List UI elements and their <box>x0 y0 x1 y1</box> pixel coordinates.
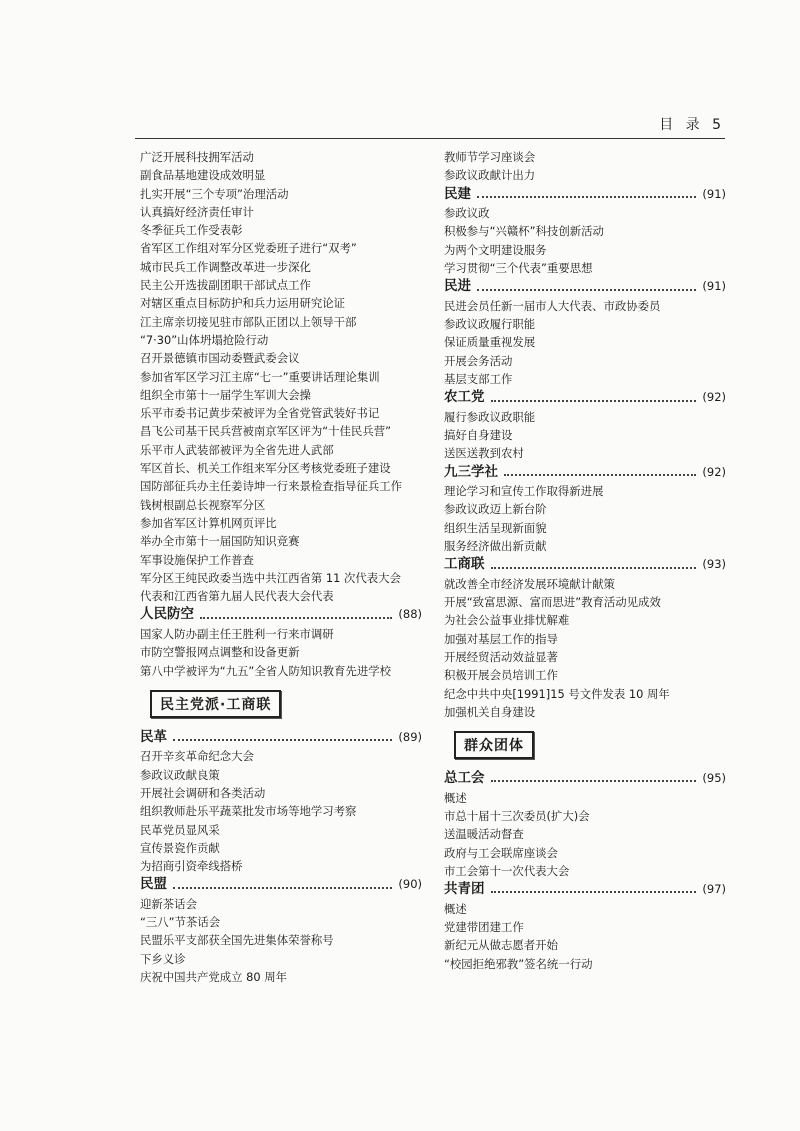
toc-entry[interactable]: 参政议政履行职能 <box>444 317 536 332</box>
toc-entry[interactable]: 纪念中共中央[1991]15 号文件发表 10 周年 <box>444 686 670 701</box>
toc-entry[interactable]: 下乡义诊 <box>140 951 186 966</box>
category-box-title: 群众团体 <box>454 731 534 759</box>
toc-section-heading[interactable] <box>140 875 422 895</box>
toc-entry[interactable]: 乐平市人武装部被评为全省先进人武部 <box>140 442 334 457</box>
toc-entry[interactable]: 市防空警报网点调整和设备更新 <box>140 645 300 660</box>
section-page-number: (97) <box>702 882 726 897</box>
toc-entry[interactable]: 开展“致富思源、富而思进”教育活动见成效 <box>444 595 661 610</box>
toc-entry[interactable]: 代表和江西省第九届人民代表大会代表 <box>140 589 334 604</box>
toc-entry[interactable]: 宣传景瓷作贡献 <box>140 840 220 855</box>
toc-entry[interactable]: 保证质量重视发展 <box>444 335 536 350</box>
toc-section-heading[interactable] <box>444 769 726 789</box>
toc-entry[interactable]: 军区首长、机关工作组来军分区考核党委班子建设 <box>140 461 391 476</box>
section-title: 人民防空 <box>140 606 194 623</box>
dot-leader <box>491 779 697 782</box>
section-page-number: (92) <box>702 464 726 479</box>
toc-entry[interactable]: 参加省军区计算机网页评比 <box>140 515 277 530</box>
dot-leader <box>491 399 697 402</box>
toc-entry[interactable]: 积极参与“兴赣杯”科技创新活动 <box>444 224 604 239</box>
dot-leader <box>200 616 392 619</box>
toc-entry[interactable]: 概述 <box>444 790 467 805</box>
toc-entry[interactable]: “校园拒绝邪教”签名统一行动 <box>444 956 593 971</box>
toc-entry[interactable]: 党建带团建工作 <box>444 920 524 934</box>
section-title: 民革 <box>140 728 167 745</box>
dot-leader <box>477 288 696 291</box>
section-title: 九三学社 <box>444 463 498 480</box>
toc-entry[interactable]: 冬季征兵工作受表彰 <box>140 223 243 238</box>
toc-entry[interactable]: 送温暖活动督查 <box>444 827 524 842</box>
toc-entry[interactable]: 参政议政献良策 <box>140 767 220 782</box>
toc-section-heading[interactable] <box>444 880 726 900</box>
toc-entry[interactable]: 国防部征兵办主任姜诗坤一行来景检查指导征兵工作 <box>140 479 402 494</box>
toc-entry[interactable]: 参政议政献计出力 <box>444 168 536 183</box>
toc-entry[interactable]: 为两个文明建设服务 <box>444 242 547 257</box>
dot-leader <box>504 473 696 476</box>
toc-entry[interactable]: 积极开展会员培训工作 <box>444 668 558 683</box>
toc-entry[interactable]: 为招商引资牵线搭桥 <box>140 859 243 874</box>
toc-entry[interactable]: 召开景德镇市国动委暨武委会议 <box>140 351 300 366</box>
toc-entry[interactable]: 民主公开选拔副团职干部试点工作 <box>140 278 311 293</box>
toc-right-column <box>444 148 726 973</box>
toc-entry[interactable]: 市总十届十三次委员(扩大)会 <box>444 809 590 824</box>
section-page-number: (89) <box>398 729 422 744</box>
section-page-number: (95) <box>702 771 726 786</box>
category-box-wrapper <box>444 721 726 769</box>
toc-entry[interactable]: 加强对基层工作的指导 <box>444 631 558 646</box>
toc-entry[interactable]: 组织全市第十一届学生军训大会操 <box>140 387 311 402</box>
toc-entry[interactable]: 召开辛亥革命纪念大会 <box>140 749 254 764</box>
toc-entry[interactable]: 国家人防办副主任王胜利一行来市调研 <box>140 626 334 641</box>
section-title: 共青团 <box>444 881 485 898</box>
toc-entry[interactable]: 军事设施保护工作普查 <box>140 552 254 567</box>
toc-entry[interactable]: 加强机关自身建设 <box>444 704 536 719</box>
section-page-number: (90) <box>398 877 422 892</box>
toc-entry[interactable]: 送医送教到农村 <box>444 446 524 461</box>
toc-entry[interactable]: 举办全市第十一届国防知识竞赛 <box>140 534 300 549</box>
dot-leader <box>491 566 697 569</box>
toc-section-heading[interactable] <box>140 728 422 748</box>
toc-entry[interactable]: 就改善全市经济发展环境献计献策 <box>444 576 615 591</box>
toc-entry[interactable]: 市工会第十一次代表大会 <box>444 863 570 878</box>
toc-entry[interactable]: 对辖区重点目标防护和兵力运用研究论证 <box>140 296 346 311</box>
toc-entry[interactable]: 组织生活呈现新面貌 <box>444 520 547 535</box>
category-box-wrapper <box>140 680 422 728</box>
toc-entry[interactable]: 副食品基地建设成效明显 <box>140 168 266 183</box>
toc-entry[interactable]: 服务经济做出新贡献 <box>444 539 547 554</box>
toc-section-heading[interactable] <box>444 555 726 575</box>
toc-section-heading[interactable] <box>444 185 726 205</box>
section-title: 民盟 <box>140 876 167 893</box>
section-page-number: (88) <box>398 607 422 622</box>
category-box-title: 民主党派·工商联 <box>150 690 281 718</box>
toc-entry[interactable]: 庆祝中国共产党成立 80 周年 <box>140 970 288 985</box>
toc-entry[interactable]: 乐平市委书记黄步荣被评为全省党管武装好书记 <box>140 406 380 421</box>
toc-entry[interactable]: “三八”节茶话会 <box>140 915 221 930</box>
toc-entry[interactable]: 开展社会调研和各类活动 <box>140 785 266 800</box>
toc-left-column <box>140 148 422 986</box>
toc-entry[interactable]: 参加省军区学习江主席“七一”重要讲话理论集训 <box>140 369 380 384</box>
toc-entry[interactable]: 民进会员任新一届市人大代表、市政协委员 <box>444 298 661 313</box>
toc-entry[interactable]: 教师节学习座谈会 <box>444 150 536 164</box>
toc-entry[interactable]: 省军区工作组对军分区党委班子进行“双考” <box>140 241 357 256</box>
toc-section-heading[interactable] <box>444 388 726 408</box>
toc-entry[interactable]: 迎新茶话会 <box>140 896 197 911</box>
toc-entry[interactable]: 城市民兵工作调整改革进一步深化 <box>140 259 311 274</box>
toc-entry[interactable]: 为社会公益事业排忧解难 <box>444 613 570 628</box>
toc-entry[interactable]: 军分区王纯民政委当选中共江西省第 11 次代表大会 <box>140 570 401 585</box>
section-title: 民建 <box>444 185 471 202</box>
toc-entry[interactable]: 搞好自身建设 <box>444 428 513 443</box>
toc-entry[interactable]: 组织教师赴乐平蔬菜批发市场等地学习考察 <box>140 804 357 819</box>
toc-section-heading[interactable] <box>140 605 422 625</box>
toc-entry[interactable]: 政府与工会联席座谈会 <box>444 845 558 860</box>
toc-entry[interactable]: 认真搞好经济责任审计 <box>140 204 254 219</box>
section-page-number: (92) <box>702 390 726 405</box>
dot-leader <box>173 738 392 741</box>
toc-entry[interactable]: 民革党员显风采 <box>140 822 220 837</box>
toc-entry[interactable]: 昌飞公司基干民兵营被南京军区评为“十佳民兵营” <box>140 424 392 439</box>
toc-entry[interactable]: 扎实开展“三个专项”治理活动 <box>140 186 289 201</box>
toc-entry[interactable]: 参政议政 <box>444 206 490 221</box>
toc-entry[interactable]: 广泛开展科技拥军活动 <box>140 150 254 164</box>
toc-entry[interactable]: 开展会务活动 <box>444 353 513 368</box>
toc-entry[interactable]: 理论学习和宣传工作取得新进展 <box>444 484 604 499</box>
dot-leader <box>173 886 392 889</box>
toc-entry[interactable]: “7·30”山体坍塌抢险行动 <box>140 332 269 347</box>
toc-entry[interactable]: 钱树根副总长视察军分区 <box>140 497 266 512</box>
page-header <box>135 112 725 139</box>
toc-section-heading[interactable] <box>444 463 726 483</box>
toc-entry[interactable]: 基层支部工作 <box>444 371 513 386</box>
toc-entry[interactable]: 参政议政迈上新台阶 <box>444 502 547 517</box>
toc-section-heading[interactable] <box>444 277 726 297</box>
toc-entry[interactable]: 概述 <box>444 901 467 916</box>
section-title: 总工会 <box>444 770 485 787</box>
section-title: 民进 <box>444 278 471 295</box>
toc-entry[interactable]: 学习贯彻“三个代表”重要思想 <box>444 260 593 275</box>
toc-entry[interactable]: 新纪元从做志愿者开始 <box>444 938 558 953</box>
toc-entry[interactable]: 第八中学被评为“九五”全省人防知识教育先进学校 <box>140 663 392 678</box>
toc-entry[interactable]: 江主席亲切接见驻市部队正团以上领导干部 <box>140 314 357 329</box>
section-title: 工商联 <box>444 556 485 573</box>
page-header-title: 目 录 5 <box>659 117 725 133</box>
toc-entry[interactable]: 开展经贸活动效益显著 <box>444 650 558 665</box>
toc-entry[interactable]: 民盟乐平支部获全国先进集体荣誉称号 <box>140 933 334 948</box>
section-page-number: (93) <box>702 557 726 572</box>
section-title: 农工党 <box>444 389 485 406</box>
section-page-number: (91) <box>702 279 726 294</box>
dot-leader <box>491 890 697 893</box>
toc-entry[interactable]: 履行参政议政职能 <box>444 409 536 424</box>
section-page-number: (91) <box>702 186 726 201</box>
dot-leader <box>477 195 696 198</box>
